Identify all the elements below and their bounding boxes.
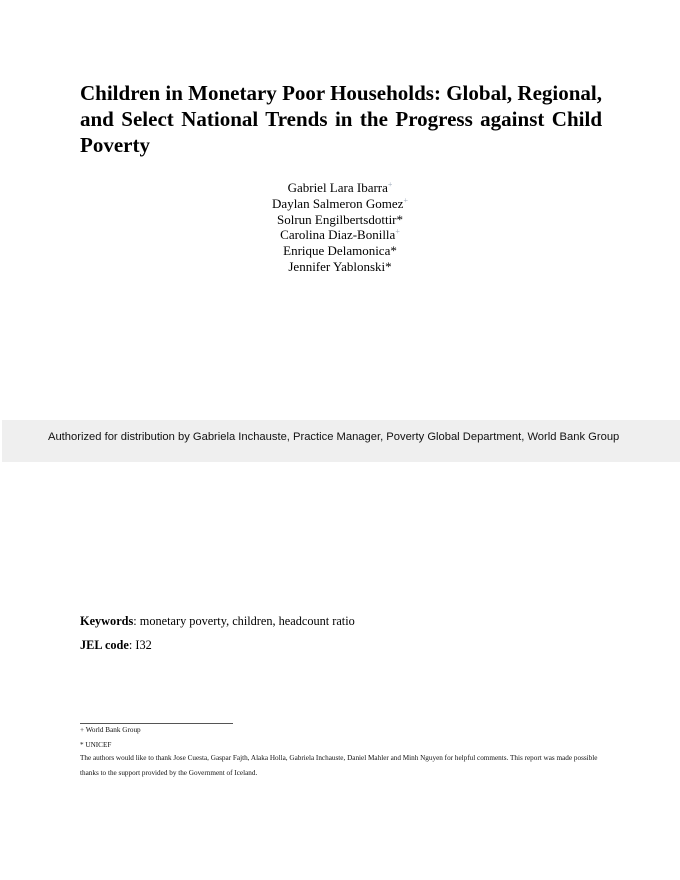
author-list bbox=[0, 180, 680, 275]
jel-code-line bbox=[80, 638, 152, 653]
affiliation-mark: * bbox=[385, 258, 392, 274]
author-3 bbox=[0, 212, 680, 228]
distribution-text: Authorized for distribution by Gabriela Inchauste, Practice Manager, Poverty Global Department, World Bank Group bbox=[48, 431, 620, 443]
footnote-unicef: * UNICEF bbox=[80, 741, 112, 749]
author-name: Daylan Salmeron Gomez bbox=[272, 195, 404, 211]
author-4 bbox=[0, 227, 680, 243]
footnote-divider bbox=[80, 723, 233, 724]
author-name: Enrique Delamonica bbox=[283, 243, 391, 259]
affiliation-mark: + bbox=[395, 227, 400, 237]
author-name: Carolina Diaz-Bonilla bbox=[280, 227, 396, 243]
keywords-line bbox=[80, 614, 355, 629]
author-6 bbox=[0, 259, 680, 275]
author-1 bbox=[0, 180, 680, 196]
distribution-banner bbox=[2, 420, 680, 462]
author-name: Solrun Engilbertsdottir bbox=[276, 211, 397, 227]
affiliation-mark: + bbox=[403, 195, 408, 205]
author-5 bbox=[0, 243, 680, 259]
affiliation-mark: * bbox=[390, 243, 397, 259]
footnote-acknowledgement: The authors would like to thank Jose Cuesta, Gaspar Fajth, Alaka Holla, Gabriela Inchauste, Daniel Mahler and Minh Nguyen for helpful comments. This report was made possible thanks to the support provided by the Government of Iceland. bbox=[80, 754, 598, 777]
keywords-label: Keywords bbox=[80, 614, 134, 628]
affiliation-mark: * bbox=[396, 211, 404, 227]
author-name: Gabriel Lara Ibarra bbox=[287, 180, 388, 195]
affiliation-mark: + bbox=[387, 180, 393, 189]
jel-code-value: : I32 bbox=[128, 638, 152, 652]
author-name: Jennifer Yablonski bbox=[288, 258, 386, 274]
paper-title: Children in Monetary Poor Households: Global, Regional, and Select National Trends in the Progress against Child Poverty bbox=[80, 81, 602, 157]
keywords-value: : monetary poverty, children, headcount ratio bbox=[133, 614, 355, 628]
author-2 bbox=[0, 196, 680, 212]
footnote-world-bank: + World Bank Group bbox=[80, 726, 141, 734]
jel-code-label: JEL code bbox=[80, 638, 129, 652]
